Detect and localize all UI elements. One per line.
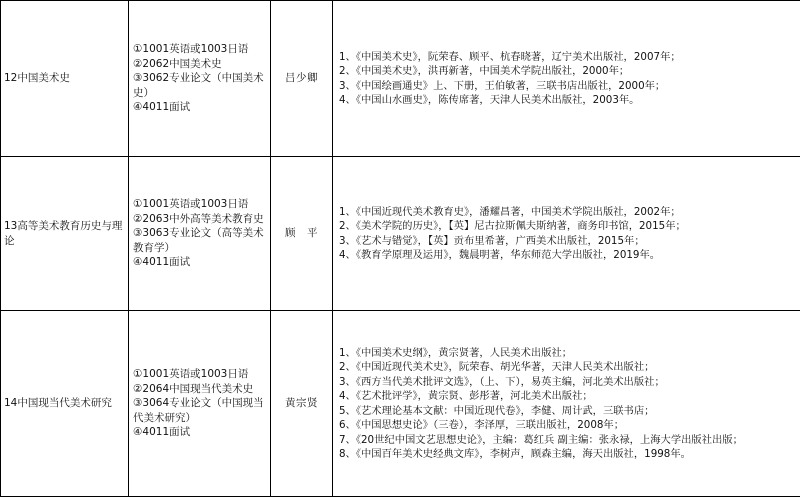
reference-item: 7、《20世纪中国文艺思想史论》，主编：葛红兵 副主编：张永禄，上海大学出版社出版； — [339, 433, 798, 448]
exam-item: ④4011面试 — [133, 100, 267, 115]
reference-item: 1、《中国美术史》，阮荣春、顾平、杭春晓著，辽宁美术出版社，2007年； — [339, 50, 798, 65]
reference-item: 3、《西方当代美术批评文选》，（上、下），易英主编，河北美术出版社； — [339, 375, 798, 390]
reference-item: 3、《中国绘画通史》上、下册，王伯敏著，三联书店出版社，2000年； — [339, 79, 798, 94]
exam-item: ②2063中外高等美术教育史 — [133, 212, 267, 227]
program-name: 12中国美术史 — [1, 1, 129, 157]
exam-item: ①1001英语或1003日语 — [133, 197, 267, 212]
table-row — [1, 157, 800, 311]
reference-item: 4、《教育学原理及运用》，魏晨明著，华东师范大学出版社，2019年。 — [339, 248, 798, 263]
reference-list — [333, 1, 800, 157]
reference-item: 2、《中国美术史》，洪再新著，中国美术学院出版社，2000年； — [339, 64, 798, 79]
exam-subjects — [129, 311, 271, 497]
reference-item: 3、《艺术与错觉》，【英】贡布里希著，广西美术出版社，2015年； — [339, 234, 798, 249]
reference-item: 6、《中国思想史论》（三卷），李泽厚，三联出版社，2008年； — [339, 418, 798, 433]
exam-item: ④4011面试 — [133, 425, 267, 440]
program-name: 14中国现当代美术研究 — [1, 311, 129, 497]
table-row — [1, 311, 800, 497]
supervisor-name: 吕少卿 — [271, 1, 333, 157]
reference-item: 2、《中国近现代美术史》，阮荣春、胡光华著，天津人民美术出版社； — [339, 360, 798, 375]
reference-item: 2、《美术学院的历史》，【英】尼古拉斯佩夫斯纳著，商务印书馆，2015年； — [339, 219, 798, 234]
reference-list — [333, 311, 800, 497]
reference-list — [333, 157, 800, 311]
table-row — [1, 1, 800, 157]
supervisor-name: 黄宗贤 — [271, 311, 333, 497]
supervisor-name: 顾 平 — [271, 157, 333, 311]
exam-item: ③3063专业论文（高等美术教育学） — [133, 226, 267, 255]
exam-item: ①1001英语或1003日语 — [133, 367, 267, 382]
reference-item: 4、《艺术批评学》，黄宗贤、彭彤著，河北美术出版社； — [339, 389, 798, 404]
exam-subjects — [129, 157, 271, 311]
reference-item: 1、《中国近现代美术教育史》，潘耀昌著，中国美术学院出版社，2002年； — [339, 205, 798, 220]
exam-item: ②2062中国美术史 — [133, 57, 267, 72]
reference-item: 4、《中国山水画史》，陈传席著，天津人民美术出版社，2003年。 — [339, 93, 798, 108]
program-name: 13高等美术教育历史与理论 — [1, 157, 129, 311]
exam-item: ④4011面试 — [133, 255, 267, 270]
exam-item: ②2064中国现当代美术史 — [133, 382, 267, 397]
reference-item: 5、《艺术理论基本文献：中国近现代卷》，李健、周计武，三联书店； — [339, 404, 798, 419]
exam-item: ③3062专业论文（中国美术史） — [133, 71, 267, 100]
exam-subjects — [129, 1, 271, 157]
reference-item: 1、《中国美术史纲》，黄宗贤著，人民美术出版社； — [339, 346, 798, 361]
exam-item: ①1001英语或1003日语 — [133, 42, 267, 57]
reference-item: 8、《中国百年美术史经典文库》，李树声，顾森主编，海天出版社，1998年。 — [339, 447, 798, 462]
exam-item: ③3064专业论文（中国现当代美术研究） — [133, 396, 267, 425]
